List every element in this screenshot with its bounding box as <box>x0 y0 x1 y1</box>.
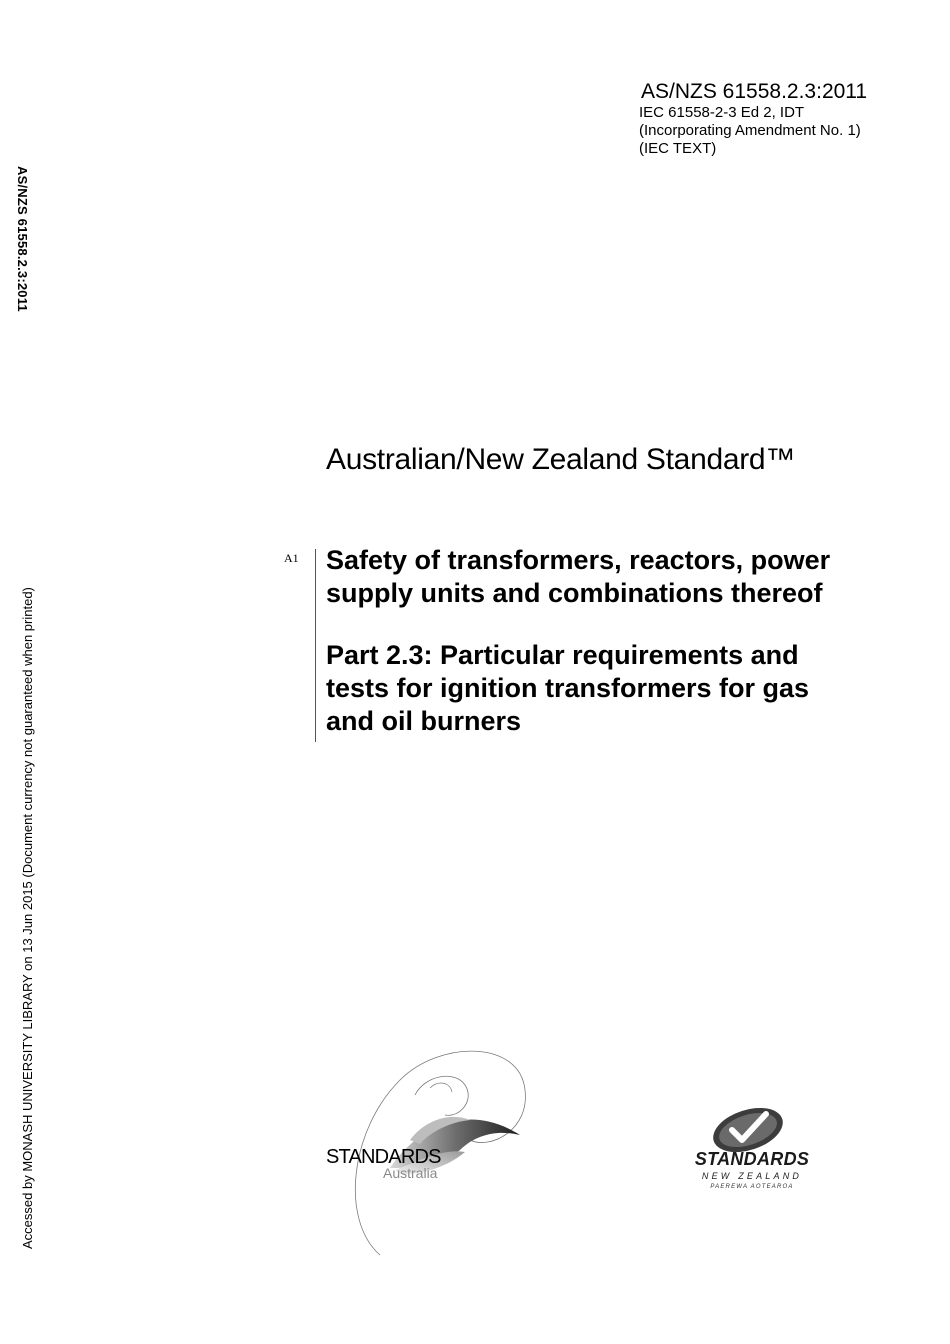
standards-new-zealand-logo-icon <box>708 1102 788 1152</box>
amendment-change-bar <box>315 549 316 742</box>
series-title: Australian/New Zealand Standard™ <box>326 443 795 476</box>
text-source-note: (IEC TEXT) <box>639 140 717 157</box>
standards-australia-wordmark: STANDARDS <box>326 1146 441 1168</box>
spine-designation: AS/NZS 61558.2.3:2011 <box>15 166 30 312</box>
part-title-line-3: and oil burners <box>326 706 522 736</box>
standards-nz-wordmark: STANDARDS <box>694 1149 810 1169</box>
part-title-line-1: Part 2.3: Particular requirements and <box>326 640 799 670</box>
amendment-marker: A1 <box>284 551 299 565</box>
document-title-line-1: Safety of transformers, reactors, power <box>326 545 831 575</box>
access-watermark: Accessed by MONASH UNIVERSITY LIBRARY on 13 Jun 2015 (Document currency not guaranteed when printed) <box>20 587 35 1249</box>
standard-designation: AS/NZS 61558.2.3:2011 <box>641 80 868 103</box>
amendment-note: (Incorporating Amendment No. 1) <box>639 122 861 139</box>
part-title-line-2: tests for ignition transformers for gas <box>326 673 810 703</box>
standards-australia-subtitle: Australia <box>383 1165 438 1181</box>
standards-nz-country: NEW ZEALAND <box>701 1171 803 1181</box>
standards-nz-maori-name: PAEREWA AOTEAROA <box>710 1184 794 1190</box>
document-title-line-2: supply units and combinations thereof <box>326 578 823 608</box>
iec-equivalence: IEC 61558-2-3 Ed 2, IDT <box>639 104 805 121</box>
